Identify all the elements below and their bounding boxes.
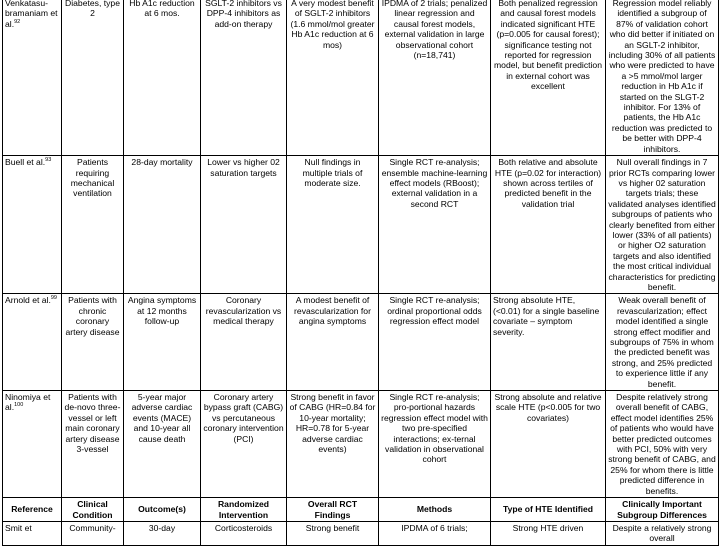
outcome-cell: 30-day [124, 521, 201, 545]
table-row [3, 156, 719, 294]
outcome-cell: 28-day mortality [124, 156, 201, 294]
differences-cell: Null overall findings in 7 prior RCTs comparing lower vs higher 02 saturation targets trials; these validated analyses identified subgroups of patients who clearly benefited from either lower (33% of all patients) or higher O2 saturation targets and also identified the most critical individual characteristics for predicting benefit. [606, 156, 719, 294]
hte-cell: Both relative and absolute HTE (p=0.02 for interaction) shown across tertiles of predicted benefit in the validation trial [491, 156, 606, 294]
reference-cell: Venkatasu-bramaniam et al.$^{92}$ [3, 0, 62, 156]
intervention-cell: Coronary revascularization vs medical therapy [201, 294, 287, 391]
findings-cell: Null findings in multiple trials of moderate size. [287, 156, 379, 294]
outcome-cell: 5-year major adverse cardiac events (MACE) and 10-year all cause death [124, 391, 201, 498]
header-differences: Clinically Important Subgroup Differences [606, 498, 719, 522]
hte-cell: Strong HTE driven [491, 521, 606, 545]
condition-cell: Patients requiring mechanical ventilation [62, 156, 124, 294]
methods-cell: Single RCT re-analysis; ordinal proportional odds regression effect model [379, 294, 491, 391]
reference-cell: Ninomiya et al.$^{100}$ [3, 391, 62, 498]
table-header-row [3, 498, 719, 522]
hte-cell: Strong absolute and relative scale HTE (p<0.005 for two covariates) [491, 391, 606, 498]
evidence-table [2, 0, 719, 546]
findings-cell: Strong benefit in favor of CABG (HR=0.84 for 10-year mortality; HR=0.78 for 5-year adverse cardiac events) [287, 391, 379, 498]
reference-cell: Buell et al.$^{93}$ [3, 156, 62, 294]
hte-cell: Both penalized regression and causal forest models indicated significant HTE (p=0.005 for causal forest); significance testing not reported for regression model, but benefit prediction in external cohort was excellent [491, 0, 606, 156]
hte-cell: Strong absolute HTE, (<0.01) for a single baseline covariate – symptom severity. [491, 294, 606, 391]
findings-cell: A modest benefit of revascularization for angina symptoms [287, 294, 379, 391]
header-reference: Reference [3, 498, 62, 522]
intervention-cell: Lower vs higher 02 saturation targets [201, 156, 287, 294]
condition-cell: Community- [62, 521, 124, 545]
outcome-cell: Hb A1c reduction at 6 mos. [124, 0, 201, 156]
intervention-cell: Coronary artery bypass graft (CABG) vs percutaneous coronary intervention (PCI) [201, 391, 287, 498]
findings-cell: A very modest benefit of SGLT-2 inhibitors (1.6 mmol/mol greater Hb A1c reduction at 6 mos) [287, 0, 379, 156]
table-row [3, 0, 719, 156]
header-condition: Clinical Condition [62, 498, 124, 522]
table-row [3, 294, 719, 391]
table-row [3, 391, 719, 498]
methods-cell: Single RCT re-analysis; pro-portional hazards regression effect model with two pre-specified interactions; ex-ternal validation in observational cohort [379, 391, 491, 498]
condition-cell: Diabetes, type 2 [62, 0, 124, 156]
table-row [3, 521, 719, 545]
differences-cell: Weak overall benefit of revascularization; effect model identified a single strong effect modifier and subgroups of 75% in whom the predicted benefit was strong, and 25% predicted to experience little if any benefit. [606, 294, 719, 391]
methods-cell: Single RCT re-analysis; ensemble machine-learning effect models (RBoost); external validation in a second RCT [379, 156, 491, 294]
header-intervention: Randomized Intervention [201, 498, 287, 522]
differences-cell: Regression model reliably identified a subgroup of 87% of validation cohort who did better if initiated on an SGLT-2 inhibitor, including 30% of all patients who were predicted to have a >5 mmol/mol larger reduction in Hb A1c if started on the SLGT-2 inhibitor. For 13% of patients, the Hb A1c reduction was predicted to be better with DPP-4 inhibitors. [606, 0, 719, 156]
methods-cell: IPDMA of 6 trials; [379, 521, 491, 545]
intervention-cell: Corticosteroids [201, 521, 287, 545]
methods-cell: IPDMA of 2 trials; penalized linear regression and causal forest models, external validation in large observational cohort (n=18,741) [379, 0, 491, 156]
header-hte: Type of HTE Identified [491, 498, 606, 522]
intervention-cell: SGLT-2 inhibitors vs DPP-4 inhibitors as add-on therapy [201, 0, 287, 156]
header-outcome: Outcome(s) [124, 498, 201, 522]
condition-cell: Patients with chronic coronary artery disease [62, 294, 124, 391]
header-findings: Overall RCT Findings [287, 498, 379, 522]
reference-cell: Smit et [3, 521, 62, 545]
findings-cell: Strong benefit [287, 521, 379, 545]
header-methods: Methods [379, 498, 491, 522]
reference-cell: Arnold et al.$^{99}$ [3, 294, 62, 391]
differences-cell: Despite relatively strong overall benefit of CABG, effect model identifies 25% of patients who would have better predicted outcomes with PCI, 50% with very strong benefit of CABG, and 25% for whom there is little predicted difference in benefits. [606, 391, 719, 498]
condition-cell: Patients with de-novo three-vessel or left main coronary artery disease 3-vessel [62, 391, 124, 498]
differences-cell: Despite a relatively strong overall [606, 521, 719, 545]
outcome-cell: Angina symptoms at 12 months follow-up [124, 294, 201, 391]
